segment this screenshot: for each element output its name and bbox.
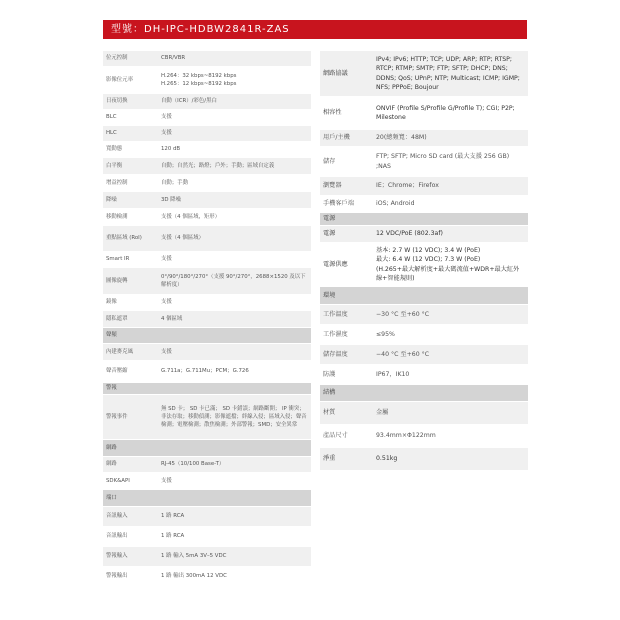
spec-label: 位元控制 bbox=[106, 55, 128, 62]
spec-row bbox=[320, 305, 528, 325]
spec-label: 移動檢測 bbox=[106, 213, 128, 220]
spec-value: 無 SD 卡； SD 卡已滿； SD 卡錯誤；網路斷開； IP 衝突；非法存取；移動偵測；影像遮擋；絆線入侵；區域入侵；聲音檢測；電壓檢測；散焦檢測；外部警報；SMD；安全異常 bbox=[161, 405, 307, 429]
section-header: 警報 bbox=[103, 383, 311, 395]
spec-value: 自動；自然光；路燈；戶外；手動；區域自定義 bbox=[161, 162, 275, 169]
spec-label: 警報輸入 bbox=[106, 553, 128, 560]
spec-row bbox=[320, 177, 528, 196]
spec-label: 材質 bbox=[323, 409, 336, 417]
spec-value: 基本: 2.7 W (12 VDC); 3.4 W (PoE) 最大: 6.4 W (12 VDC); 7.3 W (PoE) (H.265+最大解析度+最大碼流值+WDR+最大紅外線+智能規則) bbox=[376, 246, 520, 282]
spec-value: 支援 bbox=[161, 348, 172, 355]
spec-row bbox=[320, 196, 528, 213]
spec-value: IPv4; IPv6; HTTP; TCP; UDP; ARP; RTP; RTSP; RTCP; RTMP; SMTP; FTP; SFTP; DHCP; DNS; DDNS; QoS; UPnP; NTP; Multicast; ICMP; IGMP; NFS; PPPoE; Boujour bbox=[376, 55, 520, 91]
spec-label: 音訊輸出 bbox=[106, 533, 128, 540]
spec-value: 自動；手動 bbox=[161, 179, 188, 186]
spec-value: iOS; Android bbox=[376, 200, 415, 208]
spec-row bbox=[103, 473, 311, 490]
spec-row bbox=[103, 395, 311, 440]
spec-value: 支援 bbox=[161, 114, 172, 121]
spec-value: IE；Chrome；Firefox bbox=[376, 182, 439, 190]
spec-label: 淨重 bbox=[323, 455, 336, 463]
section-header: 環境 bbox=[320, 287, 528, 305]
spec-value: 1 路 RCA bbox=[161, 513, 185, 520]
spec-row bbox=[103, 507, 311, 527]
spec-label: HLC bbox=[106, 130, 117, 137]
spec-label: BLC bbox=[106, 114, 117, 121]
spec-label: 增益控制 bbox=[106, 179, 128, 186]
spec-row bbox=[103, 457, 311, 473]
spec-label: 網路 bbox=[106, 461, 117, 468]
section-header: 端口 bbox=[103, 490, 311, 507]
spec-value: 支援 bbox=[161, 477, 172, 484]
spec-row bbox=[103, 295, 311, 311]
spec-value: 支援 bbox=[161, 299, 172, 306]
spec-row bbox=[103, 94, 311, 110]
spec-value: 20(總頻寬：48M) bbox=[376, 134, 427, 142]
section-header: 電源 bbox=[320, 213, 528, 226]
spec-value: 0.51kg bbox=[376, 455, 398, 463]
spec-value: H.264：32 kbps~8192 kbps H.265：12 kbps~8192 kbps bbox=[161, 72, 237, 87]
spec-row bbox=[103, 110, 311, 126]
spec-label: 重點區域 (RoI) bbox=[106, 235, 142, 242]
spec-label: 網路協議 bbox=[323, 69, 348, 77]
spec-value: 支援（4 個區域） bbox=[161, 235, 204, 242]
spec-value: 0°/90°/180°/270°（支援 90°/270°，2688×1520 及以下解析度） bbox=[161, 273, 306, 288]
spec-label: 日夜切換 bbox=[106, 98, 128, 105]
spec-value: 3D 降噪 bbox=[161, 196, 182, 203]
spec-value: 1 路 輸出 300mA 12 VDC bbox=[161, 573, 227, 580]
spec-label: 白平衡 bbox=[106, 162, 123, 169]
spec-row bbox=[103, 51, 311, 67]
spec-row bbox=[103, 209, 311, 226]
spec-label: 儲存 bbox=[323, 157, 336, 165]
spec-label: 電源供應 bbox=[323, 260, 348, 268]
spec-table-left bbox=[103, 51, 311, 587]
spec-row bbox=[320, 226, 528, 243]
spec-value: CBR/VBR bbox=[161, 55, 186, 62]
spec-row bbox=[320, 325, 528, 345]
spec-row bbox=[103, 268, 311, 295]
spec-value: 金屬 bbox=[376, 409, 389, 417]
spec-row bbox=[320, 243, 528, 287]
spec-label: 瀏覽器 bbox=[323, 182, 342, 190]
model-title: 型號：DH-IPC-HDBW2841R-ZAS bbox=[111, 24, 290, 35]
spec-value: 120 dB bbox=[161, 146, 181, 153]
spec-row bbox=[320, 130, 528, 147]
spec-row bbox=[103, 344, 311, 361]
spec-value: RJ-45（10/100 Base-T） bbox=[161, 461, 225, 468]
spec-row bbox=[320, 97, 528, 130]
spec-value: −30 °C 至+60 °C bbox=[376, 310, 430, 318]
spec-row bbox=[103, 361, 311, 383]
spec-value: 支援 bbox=[161, 256, 172, 263]
spec-value: 93.4mm×Φ122mm bbox=[376, 432, 436, 440]
spec-row bbox=[103, 547, 311, 567]
spec-row bbox=[103, 126, 311, 142]
spec-label: 工作溫度 bbox=[323, 310, 348, 318]
spec-value: 12 VDC/PoE (802.3af) bbox=[376, 230, 443, 238]
spec-value: ≤95% bbox=[376, 330, 395, 338]
spec-value: −40 °C 至+60 °C bbox=[376, 350, 430, 358]
section-header: 聲頻 bbox=[103, 328, 311, 344]
spec-label: SDK&API bbox=[106, 477, 130, 484]
spec-label: 儲存溫度 bbox=[323, 350, 348, 358]
spec-row bbox=[103, 527, 311, 547]
spec-row bbox=[320, 51, 528, 97]
spec-value: 支援（4 個區域，矩形） bbox=[161, 213, 221, 220]
spec-label: 產品尺寸 bbox=[323, 432, 348, 440]
spec-label: 影像位元率 bbox=[106, 76, 133, 83]
spec-value: 4 個區域 bbox=[161, 315, 183, 322]
model-title-bar bbox=[103, 20, 527, 39]
spec-label: 警報事件 bbox=[106, 413, 128, 420]
section-header: 網路 bbox=[103, 440, 311, 457]
spec-row bbox=[320, 448, 528, 471]
spec-row bbox=[320, 345, 528, 365]
spec-label: 警報輸出 bbox=[106, 573, 128, 580]
spec-row bbox=[103, 567, 311, 587]
spec-label: 隱私遮罩 bbox=[106, 315, 128, 322]
spec-value: FTP; SFTP; Micro SD card (最大支援 256 GB) ;NAS bbox=[376, 153, 510, 170]
spec-row bbox=[103, 175, 311, 192]
spec-row bbox=[320, 147, 528, 177]
spec-value: 1 路 RCA bbox=[161, 533, 185, 540]
spec-label: 聲音壓縮 bbox=[106, 368, 128, 375]
spec-label: 內建麥克風 bbox=[106, 348, 133, 355]
spec-row bbox=[103, 311, 311, 328]
spec-value: G.711a；G.711Mu；PCM；G.726 bbox=[161, 368, 249, 375]
spec-label: 寬動態 bbox=[106, 146, 123, 153]
spec-label: 工作濕度 bbox=[323, 330, 348, 338]
spec-label: 防護 bbox=[323, 370, 336, 378]
spec-row bbox=[320, 425, 528, 448]
spec-value: 支援 bbox=[161, 130, 172, 137]
spec-label: 音訊輸入 bbox=[106, 513, 128, 520]
spec-label: 相容性 bbox=[323, 109, 342, 117]
spec-label: 用戶/主機 bbox=[323, 134, 350, 142]
spec-label: 鏡像 bbox=[106, 299, 117, 306]
spec-value: ONVIF (Profile S/Profile G/Profile T); CGI; P2P; Milestone bbox=[376, 104, 515, 121]
spec-label: 降噪 bbox=[106, 196, 117, 203]
spec-label: 手機客戶端 bbox=[323, 200, 354, 208]
spec-value: 1 路 輸入 5mA 3V–5 VDC bbox=[161, 553, 227, 560]
spec-row bbox=[103, 226, 311, 252]
spec-row bbox=[103, 158, 311, 175]
spec-value: 自動（ICR）/彩色/黑白 bbox=[161, 98, 217, 105]
spec-label: Smart IR bbox=[106, 256, 130, 263]
spec-label: 電源 bbox=[323, 230, 336, 238]
spec-row bbox=[103, 67, 311, 94]
spec-value: IP67，IK10 bbox=[376, 370, 410, 378]
spec-row bbox=[103, 252, 311, 268]
spec-table-right bbox=[320, 51, 528, 471]
spec-row bbox=[320, 402, 528, 425]
spec-row bbox=[103, 192, 311, 209]
section-header: 結構 bbox=[320, 385, 528, 402]
spec-row bbox=[103, 142, 311, 158]
spec-row bbox=[320, 365, 528, 385]
spec-label: 圖像旋轉 bbox=[106, 277, 128, 284]
